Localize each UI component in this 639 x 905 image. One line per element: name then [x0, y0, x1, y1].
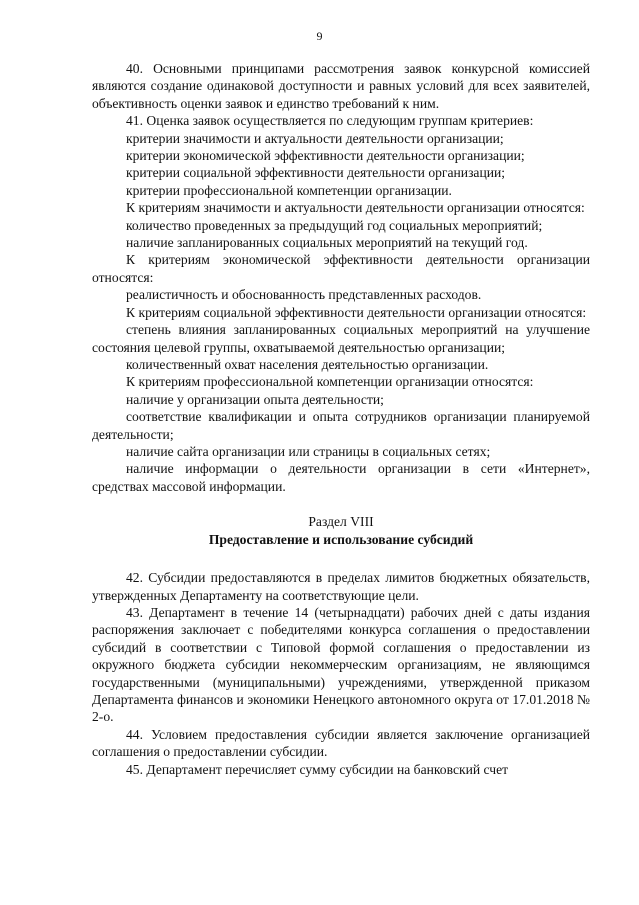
- paragraph: К критериям значимости и актуальности деятельности организации относятся:: [126, 200, 585, 216]
- paragraph: количественный охват населения деятельностью организации.: [126, 356, 489, 372]
- paragraph: К критериям экономической эффективности деятельности организации относятся:: [92, 252, 590, 285]
- paragraphs-block-1: [92, 60, 590, 495]
- paragraph: наличие запланированных социальных мероприятий на текущий год.: [126, 235, 528, 251]
- paragraph: реалистичность и обоснованность представленных расходов.: [126, 287, 482, 303]
- paragraph: степень влияния запланированных социальных мероприятий на улучшение состояния целевой группы, охватываемой деятельностью организации;: [92, 322, 590, 355]
- paragraph: К критериям социальной эффективности деятельности организации относятся:: [126, 304, 587, 320]
- paragraph: критерии социальной эффективности деятельности организации;: [126, 165, 506, 181]
- paragraph: наличие у организации опыта деятельности;: [126, 391, 384, 407]
- paragraph: наличие сайта организации или страницы в социальных сетях;: [126, 443, 491, 459]
- paragraph: 42. Субсидии предоставляются в пределах лимитов бюджетных обязательств, утвержденных Департаменту на соответствующие цели.: [92, 570, 590, 603]
- paragraph: критерии значимости и актуальности деятельности организации;: [126, 130, 504, 146]
- page-number: 9: [316, 29, 323, 43]
- paragraph: критерии профессиональной компетенции организации.: [126, 182, 452, 198]
- paragraph: К критериям профессиональной компетенции организации относятся:: [126, 374, 534, 390]
- paragraph: критерии экономической эффективности деятельности организации;: [126, 148, 525, 164]
- paragraph: соответствие квалификации и опыта сотрудников организации планируемой деятельности;: [92, 409, 590, 442]
- document-body: [92, 60, 590, 778]
- paragraph: 41. Оценка заявок осуществляется по следующим группам критериев:: [126, 113, 534, 129]
- paragraph: количество проведенных за предыдущий год социальных мероприятий;: [126, 217, 543, 233]
- paragraph: 43. Департамент в течение 14 (четырнадцати) рабочих дней с даты издания распоряжения заключает с победителями конкурса соглашения о предоставлении субсидий в соответствии с Типовой формой соглашения о предоставлении из окружного бюджета субсидии некоммерческим организациям, не являющимся государственными (муниципальными) учреждениями, утвержденной приказом Департамента финансов и экономики Ненецкого автономного округа от 17.01.2018 № 2-о.: [92, 604, 590, 725]
- paragraph: 40. Основными принципами рассмотрения заявок конкурсной комиссией являются создание одинаковой доступности и равных условий для всех заявителей, объективность оценки заявок и единство требований к ним.: [92, 61, 590, 111]
- paragraph: наличие информации о деятельности организации в сети «Интернет», средствах массовой информации.: [92, 461, 590, 494]
- paragraph: 45. Департамент перечисляет сумму субсидии на банковский счет: [126, 761, 509, 777]
- paragraph: 44. Условием предоставления субсидии является заключение организацией соглашения о предоставлении субсидии.: [92, 726, 590, 760]
- section-title: Предоставление и использование субсидий: [208, 532, 474, 548]
- paragraphs-block-2: [92, 569, 590, 778]
- section-label: Раздел VIII: [308, 514, 374, 530]
